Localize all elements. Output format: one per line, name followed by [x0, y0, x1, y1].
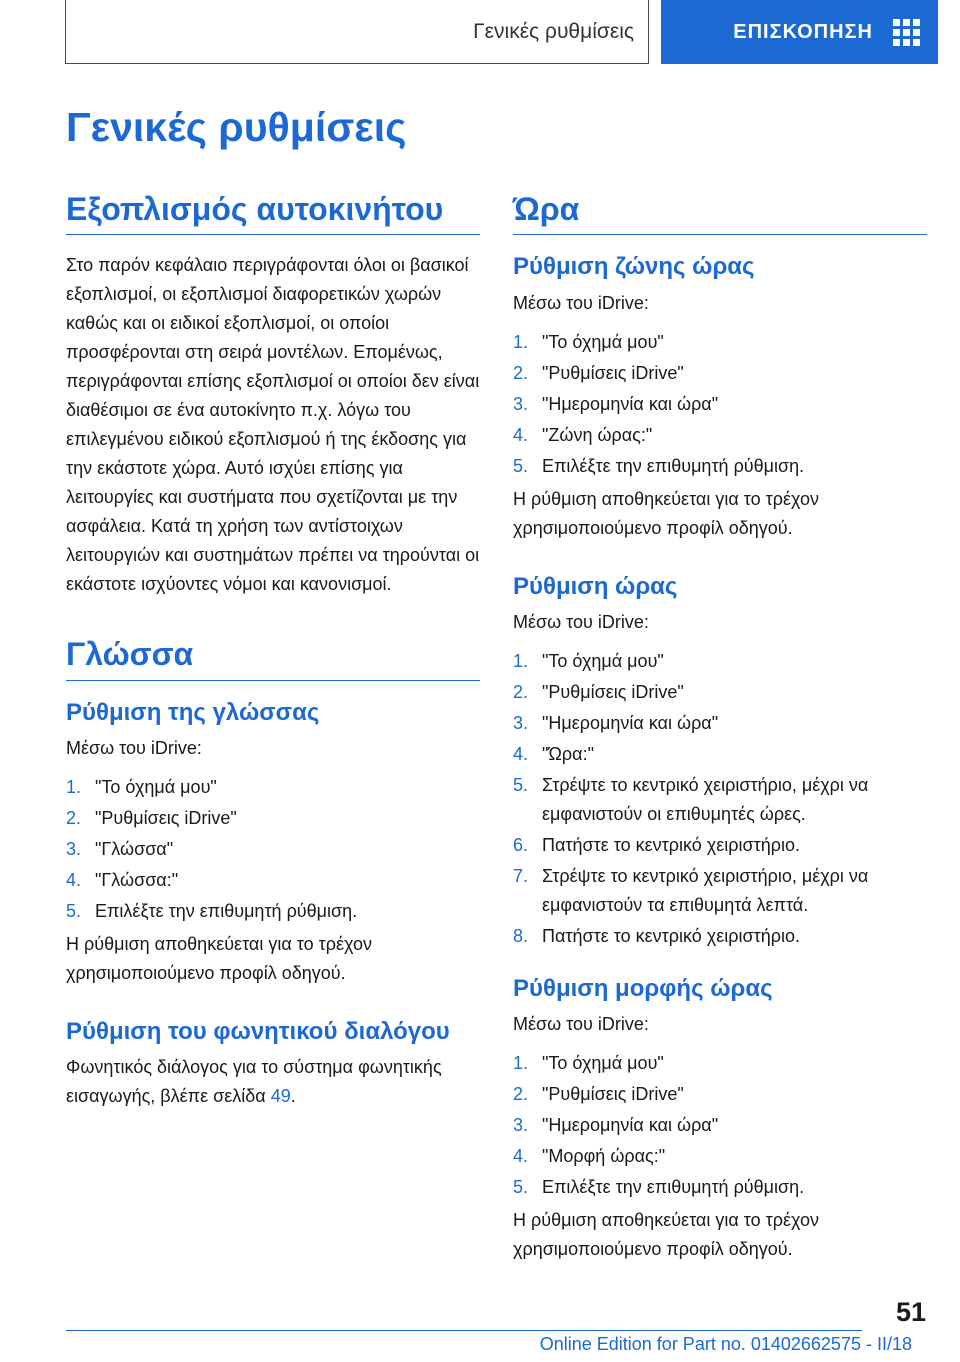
language-via: Μέσω του iDrive:: [66, 737, 202, 758]
timezone-note: Η ρύθμιση αποθηκεύεται για το τρέχον χρησιμοποιούμενο προφίλ οδηγού.: [513, 488, 819, 538]
list-item: 6. Πατήστε το κεντρικό χειριστήριο.: [513, 834, 800, 855]
list-item: 5. Επιλέξτε την επιθυμητή ρύθμιση.: [513, 455, 805, 476]
header-section-label: Γενικές ρυθμίσεις: [473, 19, 634, 43]
list-item: 5. Στρέψτε το κεντρικό χειριστήριο, μέχρι να εμφανιστούν οι επιθυμητές ώρες.: [513, 774, 869, 824]
list-item: 4. "Γλώσσα:": [66, 869, 179, 890]
list-item: 1. "Το όχημά μου": [513, 1052, 664, 1073]
left-column: [66, 190, 480, 1121]
list-item: 2. "Ρυθμίσεις iDrive": [66, 807, 237, 828]
list-item: 2. "Ρυθμίσεις iDrive": [513, 362, 684, 383]
list-item: 4. "Μορφή ώρας:": [513, 1145, 666, 1166]
settime-via: Μέσω του iDrive:: [513, 611, 649, 632]
list-item: 8. Πατήστε το κεντρικό χειριστήριο.: [513, 925, 800, 946]
timezone-subheading: Ρύθμιση ζώνης ώρας: [513, 253, 755, 281]
timeformat-steps: [513, 1049, 927, 1202]
grid-icon: [893, 19, 920, 46]
overview-label: ΕΠΙΣΚΟΠΗΣΗ: [733, 20, 873, 43]
language-steps: [66, 773, 480, 926]
footer-edition: Online Edition for Part no. 01402662575 - II/18: [539, 1334, 912, 1354]
page-link[interactable]: 49: [270, 1086, 291, 1107]
list-item: 1. "Το όχημά μου": [513, 331, 664, 352]
list-item: 3. "Ημερομηνία και ώρα": [513, 393, 719, 414]
list-item: 5. Επιλέξτε την επιθυμητή ρύθμιση.: [66, 900, 358, 921]
list-item: 7. Στρέψτε το κεντρικό χειριστήριο, μέχρι να εμφανιστούν τα επιθυμητά λεπτά.: [513, 865, 869, 915]
equipment-text: Στο παρόν κεφάλαιο περιγράφονται όλοι οι βασικοί εξοπλισμοί, οι εξοπλισμοί διαφορετικών χωρών καθώς και οι ειδικοί εξοπλισμοί, οι οποίοι προσφέρονται στη σειρά μοντέλων. Επομένως, περιγράφονται επίσης εξοπλισμοί οι οποίοι δεν είναι διαθέσιμοι σε ένα αυτοκίνητο π.χ. λόγω του επιλεγμένου ειδικού εξοπλισμού ή της έκδοσης για την εκάστοτε χώρα. Αυτό ισχύει επίσης για λειτουργίες και συστήματα που σχετίζονται με την ασφάλεια. Κατά τη χρήση των αντίστοιχων λειτουργιών και συστημάτων πρέπει να τηρούνται οι εκάστοτε ισχύοντες νόμοι και κανονισμοί.: [66, 255, 480, 595]
timeformat-note: Η ρύθμιση αποθηκεύεται για το τρέχον χρησιμοποιούμενο προφίλ οδηγού.: [513, 1209, 819, 1259]
equipment-heading: Εξοπλισμός αυτοκινήτου: [66, 190, 480, 235]
settime-steps: [513, 647, 927, 951]
language-note: Η ρύθμιση αποθηκεύεται για το τρέχον χρησιμοποιούμενο προφίλ οδηγού.: [66, 933, 372, 983]
list-item: 1. "Το όχημά μου": [513, 650, 664, 671]
language-heading: Γλώσσα: [66, 635, 480, 680]
overview-button[interactable]: [661, 0, 938, 64]
settime-subheading: Ρύθμιση ώρας: [513, 572, 678, 600]
page-title: Γενικές ρυθμίσεις: [66, 104, 407, 150]
list-item: 4. "Ζώνη ώρας:": [513, 424, 653, 445]
timeformat-subheading: Ρύθμιση μορφής ώρας: [513, 974, 773, 1002]
list-item: 3. "Ημερομηνία και ώρα": [513, 712, 719, 733]
list-item: 3. "Ημερομηνία και ώρα": [513, 1114, 719, 1135]
list-item: 2. "Ρυθμίσεις iDrive": [513, 681, 684, 702]
right-column: [513, 190, 927, 1274]
time-heading: Ώρα: [513, 190, 927, 235]
list-item: 1. "Το όχημά μου": [66, 776, 217, 797]
language-subheading: Ρύθμιση της γλώσσας: [66, 698, 320, 726]
list-item: 3. "Γλώσσα": [66, 838, 174, 859]
timezone-via: Μέσω του iDrive:: [513, 292, 649, 313]
page-number: 51: [895, 1297, 926, 1327]
footer-divider: [66, 1330, 862, 1331]
list-item: 4. "Ώρα:": [513, 743, 594, 764]
voice-subheading: Ρύθμιση του φωνητικού διαλόγου: [66, 1017, 450, 1045]
header-section-box: [65, 0, 649, 64]
timezone-steps: [513, 328, 927, 481]
list-item: 5. Επιλέξτε την επιθυμητή ρύθμιση.: [513, 1176, 805, 1197]
timeformat-via: Μέσω του iDrive:: [513, 1013, 649, 1034]
list-item: 2. "Ρυθμίσεις iDrive": [513, 1083, 684, 1104]
voice-text: Φωνητικός διάλογος για το σύστημα φωνητικής εισαγωγής, βλέπε σελίδα 49.: [66, 1057, 442, 1107]
